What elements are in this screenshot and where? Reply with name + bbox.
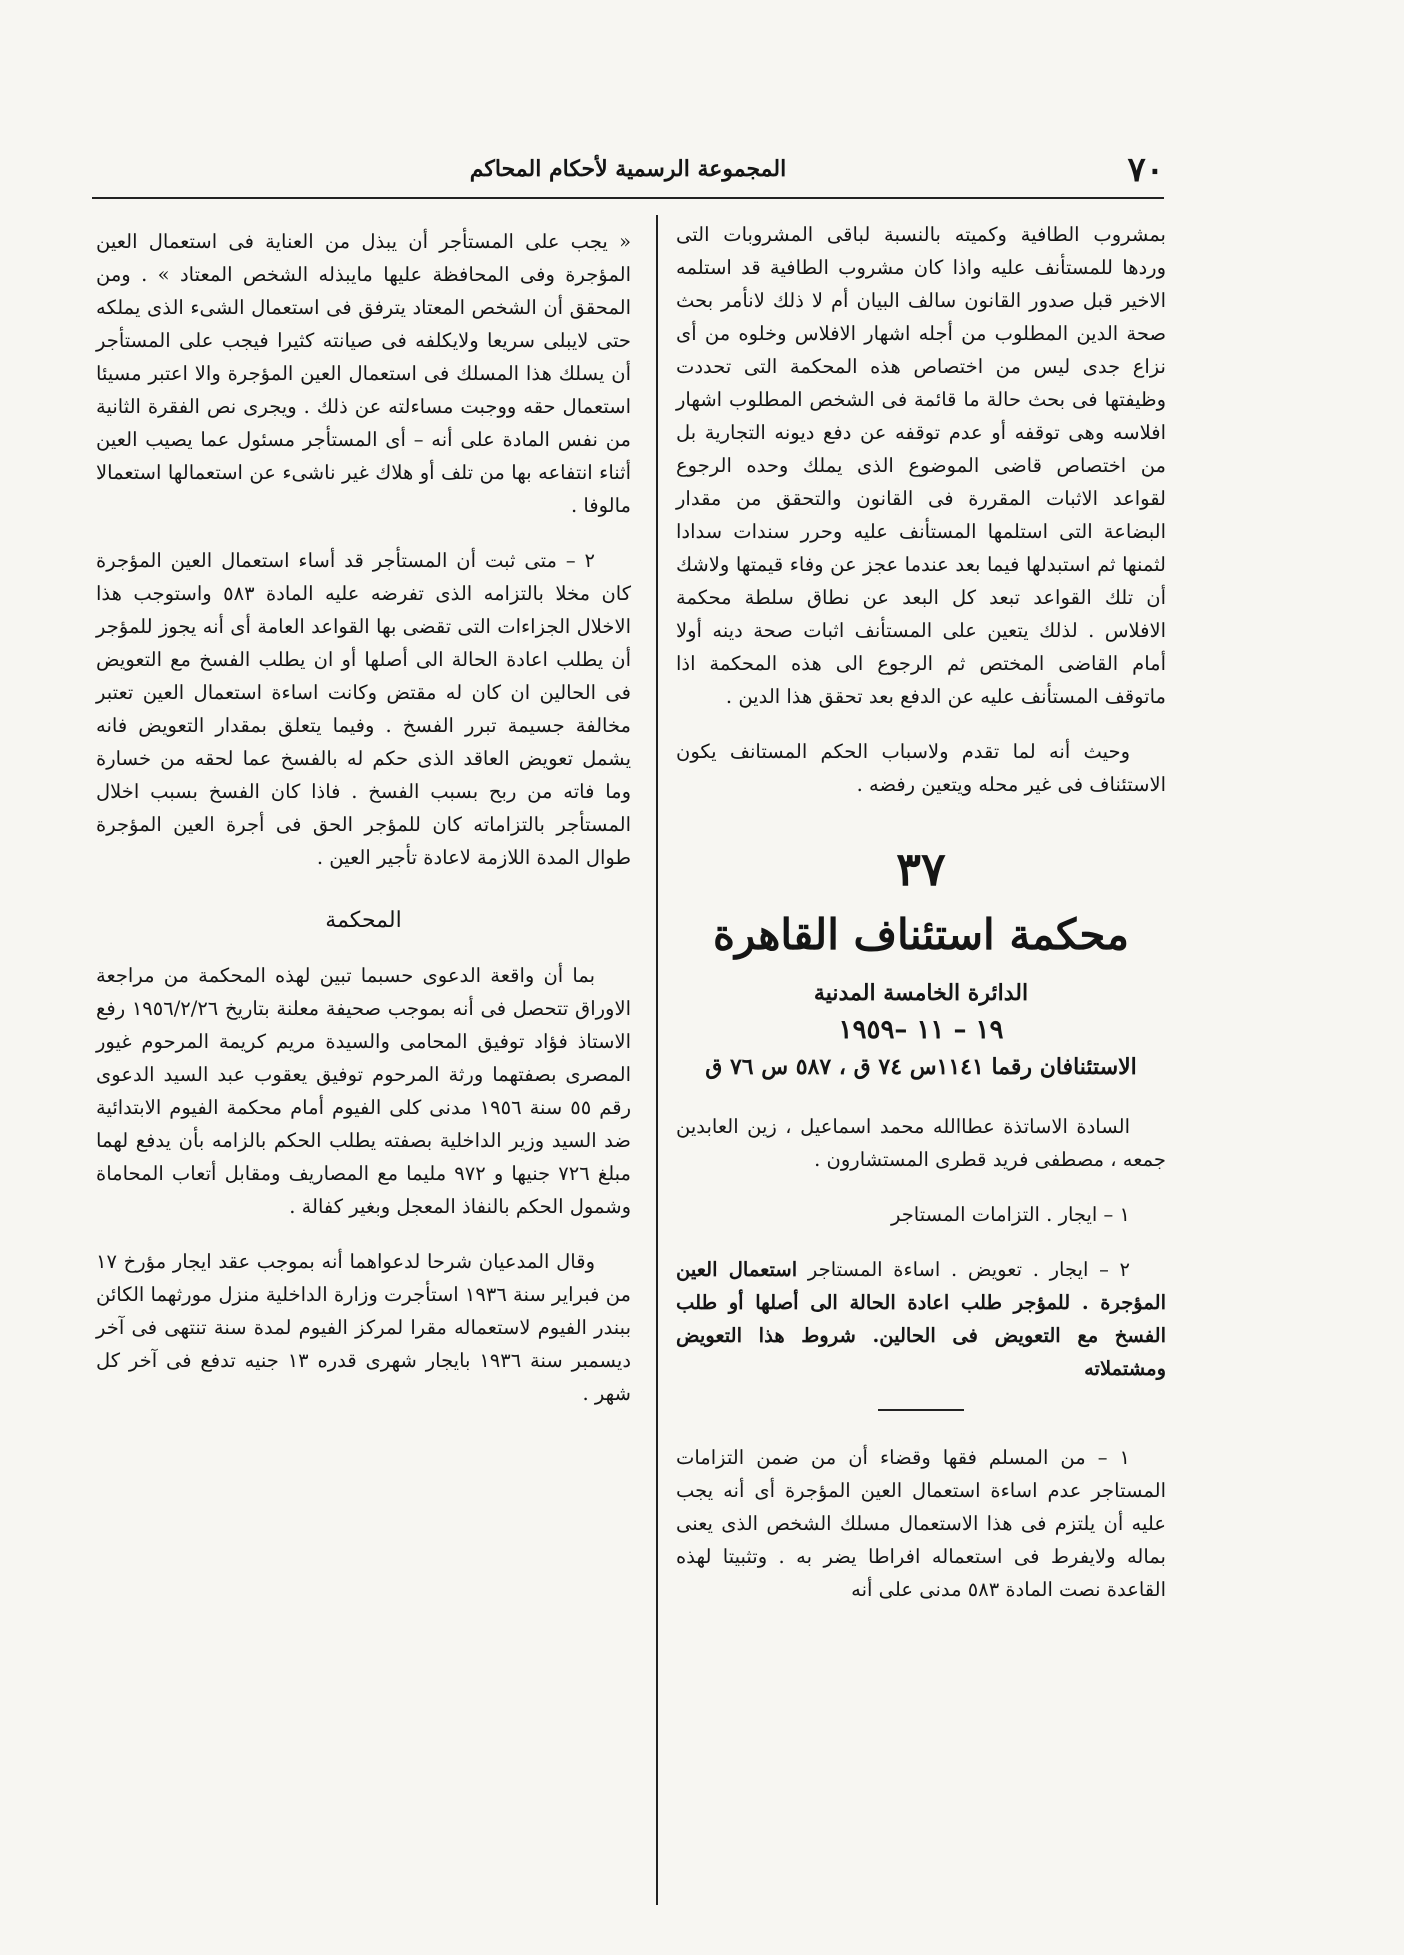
judgment-date: ١٩ – ١١ –١٩٥٩ [838, 1015, 1004, 1045]
paragraph: ١ – من المسلم فقها وقضاء أن من ضمن التزامات المستاجر عدم اساءة استعمال العين المؤجرة أى أنه يجب عليه أن يلتزم فى هذا الاستعمال مسلك الشخص الذى يعنى بماله ولايفرط فى استعماله افراطا يضر به . وتثبيتا لهذه القاعدة نصت المادة ٥٨٣ مدنى على أنه [676, 1446, 1166, 1601]
paragraph: بما أن واقعة الدعوى حسبما تبين لهذه المحكمة من مراجعة الاوراق تتحصل فى أنه بموجب صحيفة معلنة بتاريخ ١٩٥٦/٢/٢٦ رفع الاستاذ فؤاد توفيق المحامى والسيدة مريم كريمة المرحوم غيور المصرى بصفتهما ورثة المرحوم توفيق يعقوب عبد السيد الدعوى رقم ٥٥ سنة ١٩٥٦ مدنى كلى الفيوم أمام محكمة الفيوم الابتدائية ضد السيد وزير الداخلية بصفته يطلب الحكم بالزامه بأن يدفع لهما مبلغ ٧٢٦ جنيها و ٩٧٢ مليما مع المصاريف ومقابل أتعاب المحاماة وشمول الحكم بالنفاذ المعجل وبغير كفالة . [96, 964, 631, 1218]
headnote-2-bold: استعمال العين المؤجرة . للمؤجر طلب اعادة الحالة الى أصلها أو طلب الفسخ مع التعويض فى الحالين. شروط هذا التعويض ومشتملاته [676, 1258, 1166, 1380]
column-divider [656, 215, 658, 1905]
paragraph: وقال المدعيان شرحا لدعواهما أنه بموجب عقد ايجار مؤرخ ١٧ من فبراير سنة ١٩٣٦ استأجرت وزارة الداخلية منزل مورثهما الكائن ببندر الفيوم لاستعماله مقرا لمركز الفيوم لمدة سنة تنتهى فى آخر ديسمبر سنة ١٩٣٦ بايجار شهرى قدره ١٣ جنيه تدفع فى آخر كل شهر . [96, 1250, 632, 1405]
paragraph: بمشروب الطافية وكميته بالنسبة لباقى المشروبات التى وردها للمستأنف عليه واذا كان مشروب الطافية قد استلمه الاخير قبل صدور القانون سالف البيان أم لا ذلك لانأمر بحث صحة الدين المطلوب من أجله اشهار الافلاس وخلوه من أى نزاع جدى ليس من اختصاص هذه المحكمة التى تحددت وظيفتها فى بحث حالة ما قائمة فى الشخص المطلوب اشهار افلاسه وهى توقفه أو عدم توقفه عن دفع ديونه التجارية بل من اختصاص قاضى الموضوع الذى يملك وحده الرجوع لقواعد الاثبات المقررة فى القانون والتحقق من مقدار البضاعة التى استلمها المستأنف عليه وحرر سندات سدادا لثمنها ثم استبدلها فيما بعد عندما عجز عن وفاء قيمتها ولاشك أن تلك القواعد تبعد كل البعد عن نطاق سلطة محكمة الافلاس . لذلك يتعين على المستأنف اثبات صحة دينه أولا أمام القاضى المختص ثم الرجوع الى هذه المحكمة اذا ماتوقف المستأنف عليه عن الدفع بعد تحقق هذا الدين . [676, 223, 1166, 708]
right-column [676, 218, 1166, 1628]
case-number: ٣٧ [896, 842, 946, 896]
circuit-name: الدائرة الخامسة المدنية [813, 980, 1029, 1006]
appeal-numbers: الاستئنافان رقما ١١٤١س ٧٤ ق ، ٥٨٧ س ٧٦ ق [705, 1054, 1137, 1080]
section-rule [878, 1409, 964, 1411]
judges-list: السادة الاساتذة عطاالله محمد اسماعيل ، زين العابدين جمعه ، مصطفى فريد قطرى المستشارون . [676, 1115, 1166, 1171]
section-title: المحكمة [325, 908, 402, 933]
page-header [92, 150, 1164, 190]
running-title: المجموعة الرسمية لأحكام المحاكم [469, 156, 787, 182]
paragraph: « يجب على المستأجر أن يبذل من العناية فى استعمال العين المؤجرة وفى المحافظة عليها مايبذله الشخص المعتاد » . ومن المحقق أن الشخص المعتاد يترفق فى استعمال الشىء الذى يملكه حتى لايبلى سريعا ولايكلفه فى صيانته كثيرا فيجب على المستأجر أن يسلك هذا المسلك فى استعمال العين المؤجرة والا اعتبر مسيئا استعمال حقه ووجبت مساءلته عن ذلك . ويجرى نص الفقرة الثانية من نفس المادة على أنه – أى المستأجر مسئول عما يصيب العين أثناء انتفاعه بها من تلف أو هلاك غير ناشىء عن استعمالها استعمالا مالوفا . [96, 230, 631, 517]
paragraph: ٢ – متى ثبت أن المستأجر قد أساء استعمال العين المؤجرة كان مخلا بالتزامه الذى تفرضه عليه المادة ٥٨٣ واستوجب هذا الاخلال الجزاءات التى تقضى بها القواعد العامة أى أنه يجوز للمؤجر أن يطلب اعادة الحالة الى أصلها أو ان يطلب الفسخ مع التعويض فى الحالين ان كان له مقتض وكانت اساءة استعمال العين تعتبر مخالفة جسيمة تبرر الفسخ . وفيما يتعلق بمقدار التعويض فانه يشمل تعويض العاقد الذى حكم له بالفسخ عما لحقه من خسارة وما فاته من ربح بسبب الفسخ . فاذا كان الفسخ بسبب اخلال المستأجر بالتزاماته كان للمؤجر الحق فى أجرة العين المؤجرة طوال المدة اللازمة لاعادة تأجير العين . [96, 549, 632, 869]
headnote-1: ١ – ايجار . التزامات المستاجر [890, 1203, 1130, 1226]
page-number: ٧٠ [1127, 150, 1164, 190]
headnote-2 [676, 1253, 1166, 1385]
court-name: محكمة استئناف القاهرة [713, 910, 1129, 959]
left-column [96, 225, 631, 1432]
header-rule [92, 197, 1164, 199]
headnote-2-plain: ٢ – ايجار . تعويض . اساءة المستاجر [807, 1258, 1131, 1281]
paragraph: وحيث أنه لما تقدم ولاسباب الحكم المستانف يكون الاستئناف فى غير محله ويتعين رفضه . [676, 740, 1166, 796]
